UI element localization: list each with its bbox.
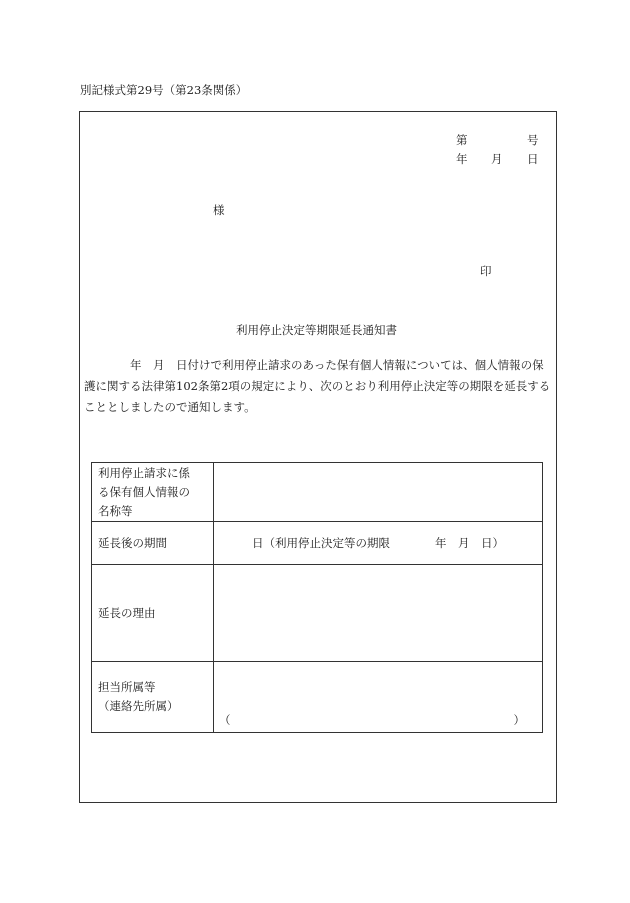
info-table bbox=[91, 462, 543, 733]
body-line-3: こととしましたので通知します。 bbox=[84, 400, 256, 414]
table-label-info-name bbox=[92, 463, 214, 522]
label-line: （連絡先所属） bbox=[98, 698, 179, 713]
label-line: 担当所属等 bbox=[98, 679, 156, 694]
contact-paren-open: （ bbox=[219, 713, 231, 727]
body-line-1: 年 月 日付けで利用停止請求のあった保有個人情報については、個人情報の保 bbox=[130, 358, 544, 372]
extended-period-deadline-text: 年 月 日） bbox=[435, 536, 504, 551]
table-value-reason bbox=[214, 565, 543, 661]
table-row bbox=[92, 463, 543, 522]
table-row bbox=[92, 522, 543, 565]
date-day: 日 bbox=[527, 152, 539, 166]
body-line-2: 護に関する法律第102条第2項の規定により、次のとおり利用停止決定等の期限を延長する bbox=[84, 379, 551, 393]
table-value-info-name bbox=[214, 463, 543, 522]
table-value-extended-period bbox=[214, 522, 543, 565]
date-year: 年 bbox=[456, 152, 468, 166]
doc-number-suffix: 号 bbox=[527, 133, 539, 147]
table-row bbox=[92, 661, 543, 732]
body-paragraph bbox=[84, 355, 554, 418]
table-row bbox=[92, 565, 543, 661]
document-title: 利用停止決定等期限延長通知書 bbox=[236, 323, 397, 337]
doc-number-prefix: 第 bbox=[456, 133, 468, 147]
label-line: 名称等 bbox=[98, 503, 133, 518]
form-number: 別記様式第29号（第23条関係） bbox=[80, 83, 248, 97]
seal-mark: 印 bbox=[480, 264, 492, 278]
recipient-honorific: 様 bbox=[213, 203, 225, 217]
table-label-extended-period: 延長後の期間 bbox=[92, 522, 214, 565]
date-month: 月 bbox=[491, 152, 503, 166]
label-line: 利用停止請求に係 bbox=[98, 465, 190, 480]
contact-paren-close: ） bbox=[513, 713, 525, 727]
table-value-department bbox=[214, 661, 543, 732]
extended-period-day-text: 日（利用停止決定等の期限 bbox=[252, 536, 390, 551]
table-label-department bbox=[92, 661, 214, 732]
table-label-reason: 延長の理由 bbox=[92, 565, 214, 661]
label-line: る保有個人情報の bbox=[98, 484, 190, 499]
